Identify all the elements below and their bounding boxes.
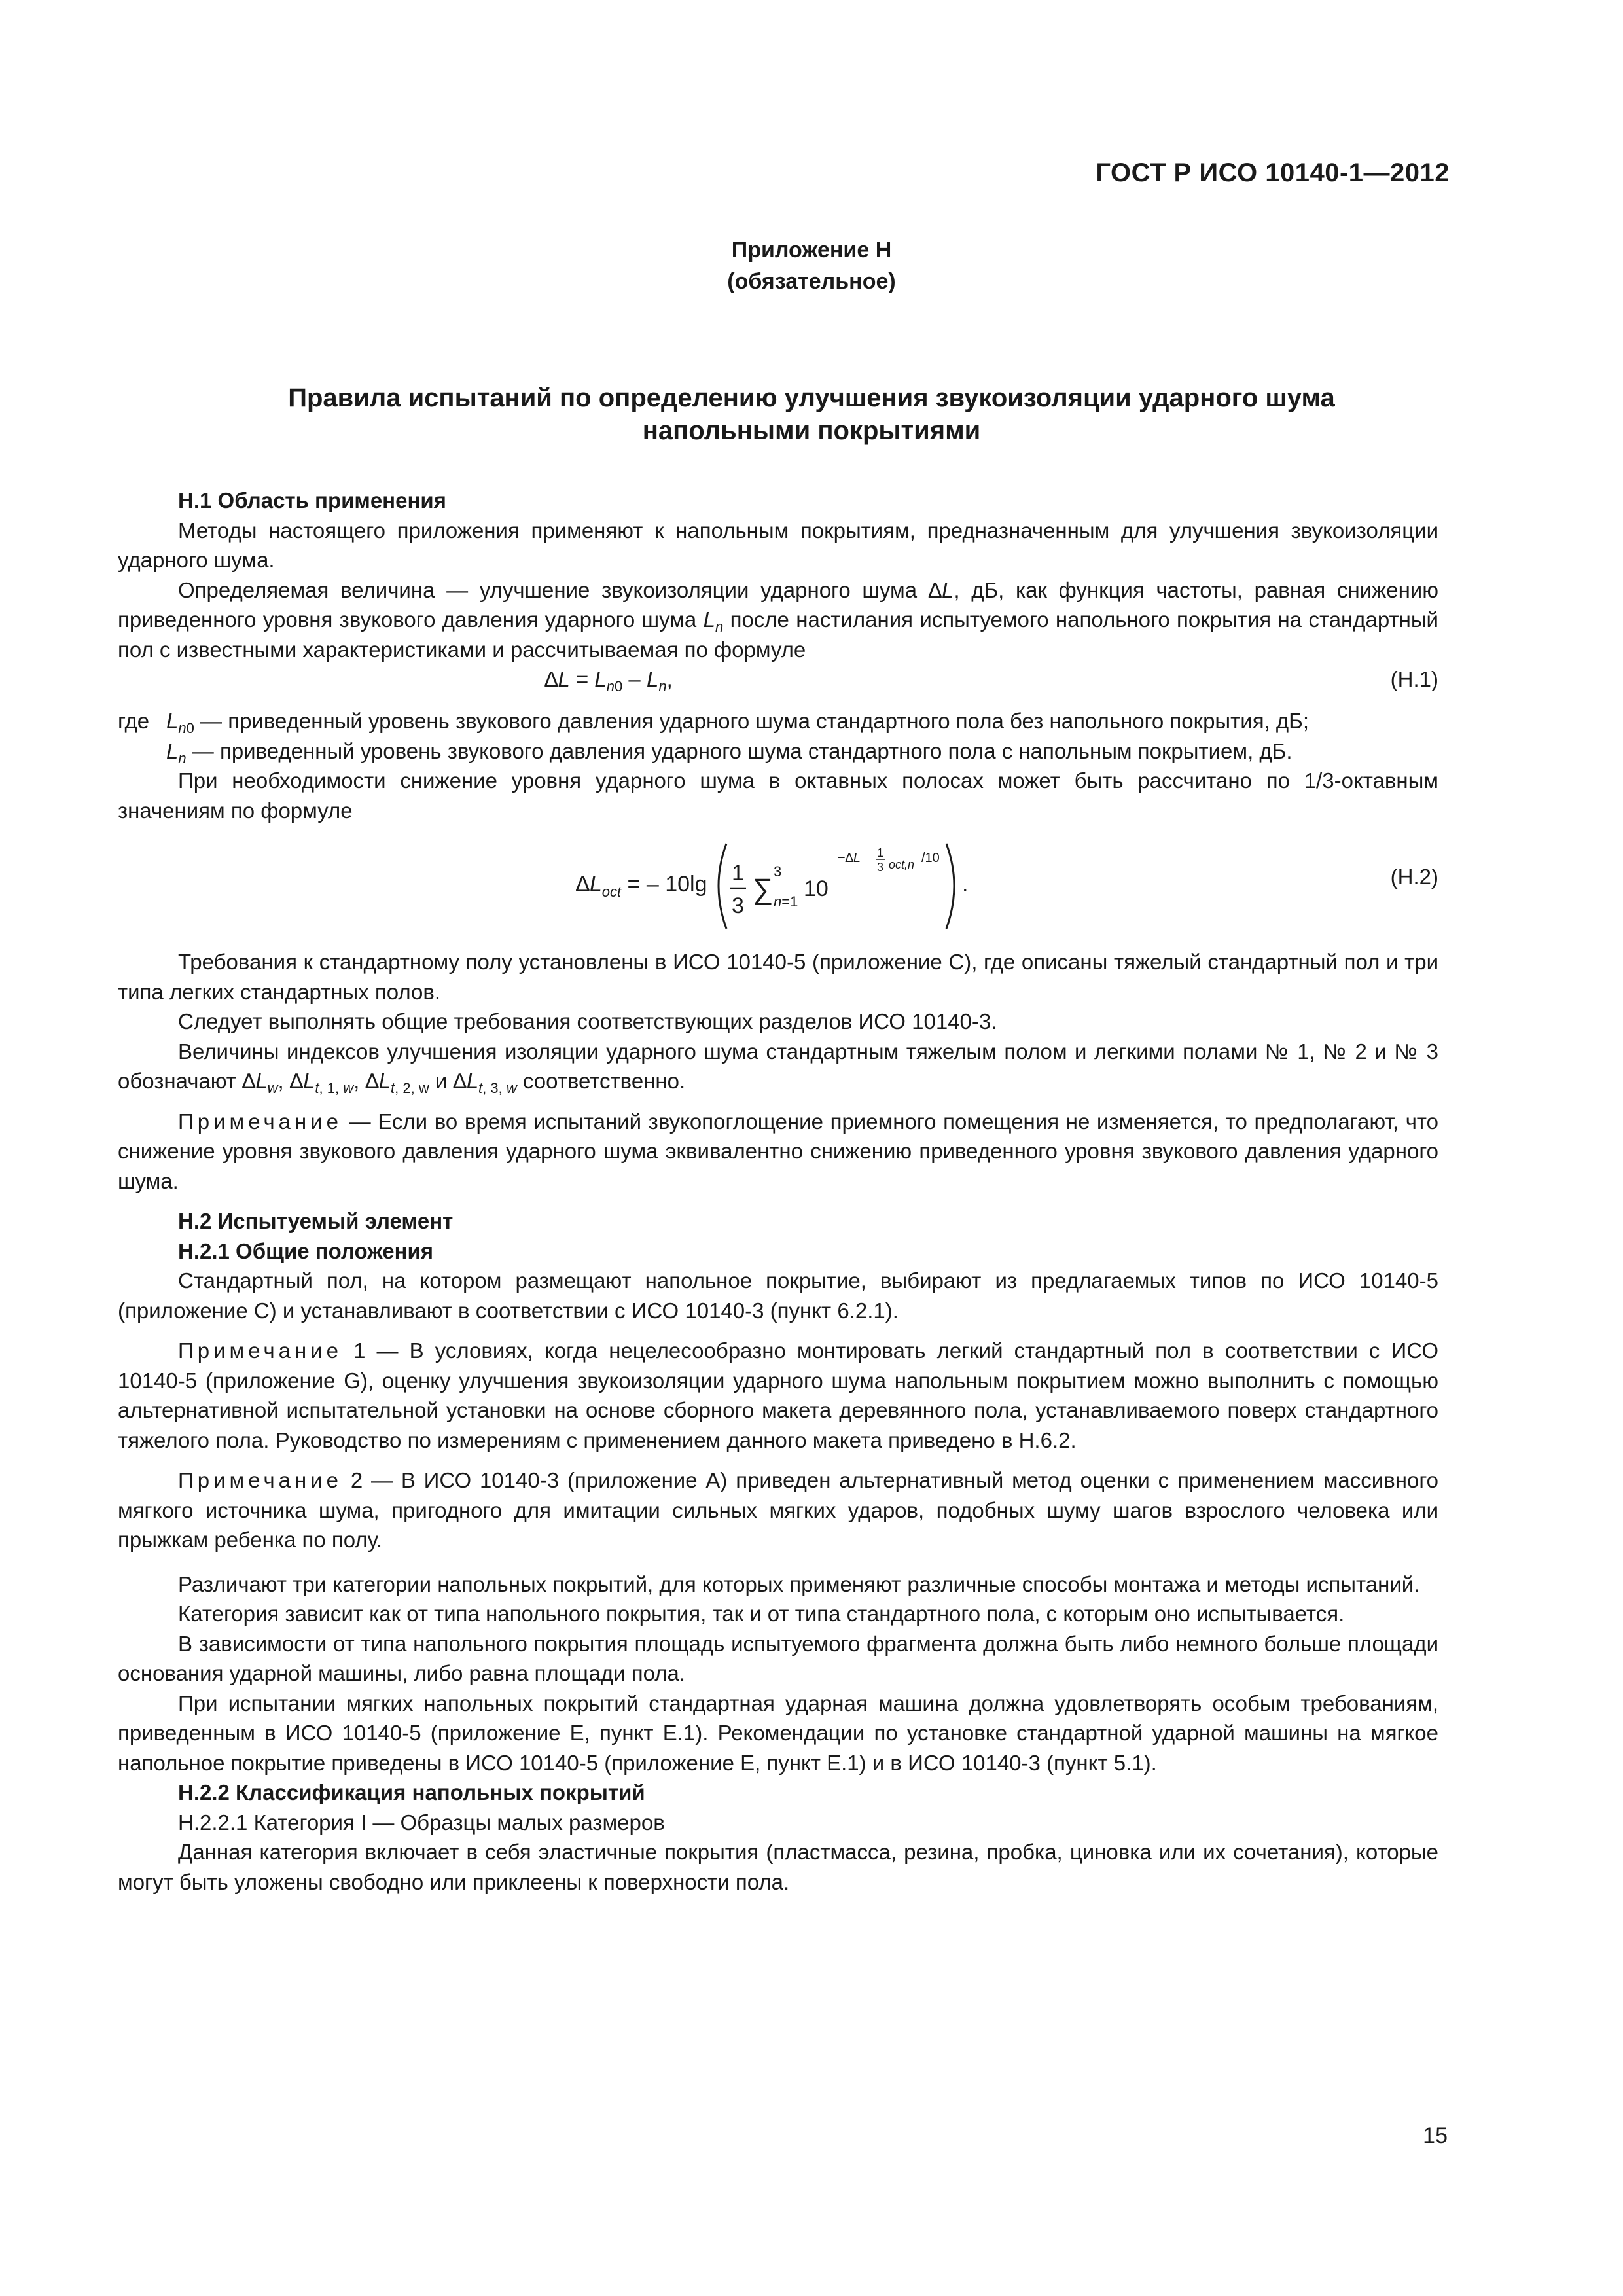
svg-text:10: 10 [804, 876, 829, 901]
paragraph: Следует выполнять общие требования соответствующих разделов ИСО 10140-3. [178, 1009, 997, 1033]
svg-text:∑: ∑ [753, 873, 774, 905]
formula-number: (Н.2) [1390, 865, 1438, 889]
svg-text:3: 3 [732, 893, 744, 918]
section-heading-h2-1: Н.2.1 Общие положения [178, 1238, 434, 1263]
svg-text:∆Loct = – 10lg: $\Delta L_{oct}$ = – 10lg [576, 872, 707, 900]
formula-number: (Н.1) [1390, 667, 1438, 691]
paragraph: Требования к стандартному полу установлены в ИСО 10140-5 (приложение С), где описаны тяжелый стандартный пол и три типа легких стандартных полов. [118, 950, 1438, 1004]
appendix-heading [0, 234, 1623, 297]
svg-text:−∆L: −∆L [838, 851, 861, 865]
svg-text:n=1: n=1 [774, 893, 798, 910]
legend-row: $L_{n0}$ — приведенный уровень звукового давления ударного шума стандартного пола без напольного покрытия, дБ; [166, 709, 1309, 736]
paragraph: Различают три категории напольных покрытий, для которых применяют различные способы монтажа и методы испытаний. [178, 1571, 1420, 1596]
paragraph: Стандартный пол, на котором размещают напольное покрытие, выбирают из предлагаемых типов по ИСО 10140-5 (приложение С) и устанавливают в соответствии с ИСО 10140-3 (пункт 6.2.1). [118, 1268, 1438, 1323]
appendix-label: Приложение Н [731, 238, 892, 262]
where-label: где [118, 709, 150, 733]
title-line-2: напольными покрытиями [642, 416, 981, 445]
paragraph: Данная категория включает в себя эластичные покрытия (пластмасса, резина, пробка, циновка или их сочетания), которые могут быть уложены свободно или приклеены к поверхности пола. [118, 1840, 1438, 1894]
paragraph-definition: Определяемая величина — улучшение звукоизоляции ударного шума ∆L, дБ, как функция частоты, равная снижению приведенного уровня звукового давления ударного шума $L_n$ после настилания испытуемого напольного покрытия на стандартный пол с известными характеристиками и рассчитываемая по формуле [118, 577, 1438, 662]
svg-text:3: 3 [774, 863, 782, 880]
note-3: Примечание 2 — В ИСО 10140-3 (приложение А) приведен альтернативный метод оценки с применением массивного мягкого источника шума, пригодного для имитации сильных мягких ударов, подобных шуму шагов взрослого человека или прыжкам ребенка по полу. [118, 1468, 1438, 1552]
paragraph: При испытании мягких напольных покрытий стандартная ударная машина должна удовлетворять особым требованиям, приведенным в ИСО 10140-5 (приложение Е, пункт Е.1). Рекомендации по установке стандартной ударной машины на мягкое напольное покрытие приведены в ИСО 10140-5 (приложение Е, пункт Е.1) и в ИСО 10140-3 (пункт 5.1). [118, 1691, 1438, 1775]
svg-text:/10: /10 [921, 851, 940, 865]
paragraph-index-notation: Величины индексов улучшения изоляции ударного шума стандартным тяжелым полом и легкими полами № 1, № 2 и № 3 обозначают $\Delta L_w$, $\Delta L_{t, 1, w}$, $\Delta L_{t, 2, w}$ и $\Delta L_{t, 3, w}$ соответственно. [118, 1039, 1438, 1096]
note-2: Примечание 1 — В условиях, когда нецелесообразно монтировать легкий стандартный пол в соответствии с ИСО 10140-5 (приложение G), оценку улучшения звукоизоляции ударного шума напольным покрытием можно выполнить с помощью альтернативной испытательной установки на основе сборного макета деревянного пола, устанавливаемого поверх стандартного тяжелого пола. Руководство по измерениям с применением данного макета приведено в Н.6.2. [118, 1338, 1438, 1452]
paragraph: При необходимости снижение уровня ударного шума в октавных полосах может быть рассчитано по 1/3-октавным значениям по формуле [118, 768, 1438, 823]
page-number: 15 [1423, 2123, 1448, 2148]
formula-body: $\Delta L = L_{n0} - L_n$, [544, 667, 673, 694]
appendix-title [0, 382, 1623, 447]
note-1: Примечание — Если во время испытаний звукопоглощение приемного помещения не изменяется, то предполагают, что снижение уровня звукового давления ударного шума эквивалентно снижению приведенного уровня звукового давления ударного шума. [118, 1109, 1438, 1193]
subsection-heading-h2-2-1: Н.2.2.1 Категория I — Образцы малых размеров [178, 1810, 665, 1835]
legend-row: $L_n$ — приведенный уровень звукового давления ударного шума стандартного пола с напольным покрытием, дБ. [166, 738, 1293, 766]
svg-text:oct,n: oct,n [889, 858, 915, 871]
title-line-1: Правила испытаний по определению улучшения звукоизоляции ударного шума [288, 384, 1335, 412]
svg-text:1: 1 [877, 846, 884, 859]
standard-code: ГОСТ Р ИСО 10140-1—2012 [1096, 158, 1450, 187]
svg-text:1: 1 [732, 861, 744, 886]
svg-text:.: . [962, 872, 969, 897]
appendix-status: (обязательное) [727, 269, 896, 294]
paragraph: Категория зависит как от типа напольного покрытия, так и от типа стандартного пола, с которым оно испытывается. [178, 1602, 1345, 1626]
document-body [118, 486, 1438, 1897]
section-heading-h2: Н.2 Испытуемый элемент [178, 1209, 454, 1233]
formula-h1 [118, 664, 1438, 706]
formula-h2 [118, 825, 1438, 941]
formula-legend [118, 706, 1438, 766]
paragraph: Методы настоящего приложения применяют к напольным покрытиям, предназначенным для улучшения звукоизоляции ударного шума. [118, 518, 1438, 572]
octave-formula [118, 825, 1230, 941]
paragraph: В зависимости от типа напольного покрытия площадь испытуемого фрагмента должна быть либо немного больше площади основания ударной машины, либо равна площади пола. [118, 1631, 1438, 1685]
section-heading-h2-2: Н.2.2 Классификация напольных покрытий [178, 1780, 645, 1804]
svg-text:3: 3 [877, 861, 884, 874]
section-heading-h1: Н.1 Область применения [178, 488, 446, 512]
